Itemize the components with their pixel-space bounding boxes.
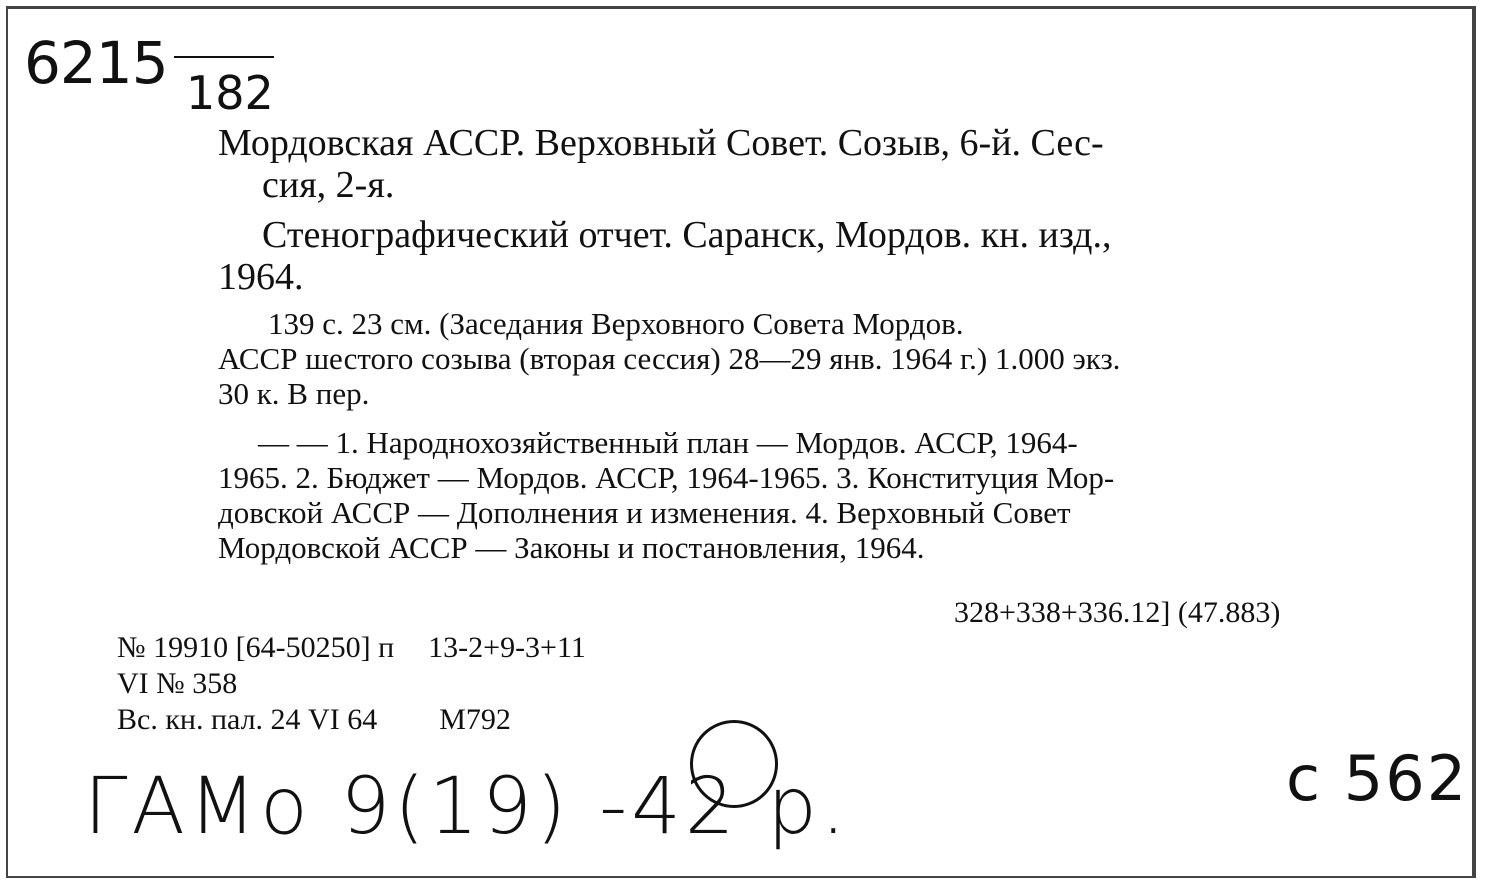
title-line-2: 1964.: [218, 256, 304, 298]
heading-line-1: Мордовская АССР. Верховный Совет. Созыв, 6-й. Сес-: [218, 122, 1104, 164]
call-number-rule: [174, 56, 274, 58]
handwritten-call-number: 6215: [24, 29, 168, 97]
imprint-line-2: VI № 358: [117, 667, 238, 700]
desc-line-3: 30 к. В пер.: [218, 376, 370, 411]
desc-line-1: 139 с. 23 см. (Заседания Верховного Совета Мордов.: [268, 306, 964, 341]
subj-line-3: довской АССР — Дополнения и изменения. 4. Верховный Совет: [218, 495, 1071, 530]
imprint-line-1: [117, 630, 586, 666]
imprint-series: М792: [439, 703, 511, 736]
entry-title: [218, 214, 1378, 298]
subj-line-4: Мордовской АССР — Законы и постановления, 1964.: [218, 530, 925, 565]
imprint-line-3: [117, 702, 586, 738]
desc-line-2: АССР шестого созыва (вторая сессия) 28—29 янв. 1964 г.) 1.000 экз.: [218, 341, 1121, 376]
imprint-print-code: 13-2+9-3+11: [428, 631, 586, 664]
imprint-chamber: Вс. кн. пал. 24 VI 64: [117, 703, 378, 736]
imprint-number: № 19910 [64-50250] п: [117, 631, 395, 664]
handwritten-code-note: с 562: [1286, 742, 1469, 815]
entry-heading: [218, 122, 1378, 206]
subj-line-2: 1965. 2. Бюджет — Мордов. АССР, 1964-1965. 3. Конституция Мор-: [218, 460, 1115, 495]
entry-description: [218, 306, 1378, 411]
handwritten-shelf-note: ГАМо 9(19) -42 р.: [84, 762, 850, 852]
entry-subjects: [218, 425, 1378, 565]
imprint-block: [117, 630, 586, 738]
subj-line-1: — — 1. Народнохозяйственный план — Мордов. АССР, 1964-: [258, 425, 1078, 460]
handwritten-call-number-sub: 182: [186, 66, 274, 120]
heading-line-2: сия, 2-я.: [262, 164, 395, 206]
title-line-1: Стенографический отчет. Саранск, Мордов. кн. изд.,: [262, 214, 1112, 256]
classification-codes: 328+338+336.12] (47.883): [954, 596, 1281, 629]
